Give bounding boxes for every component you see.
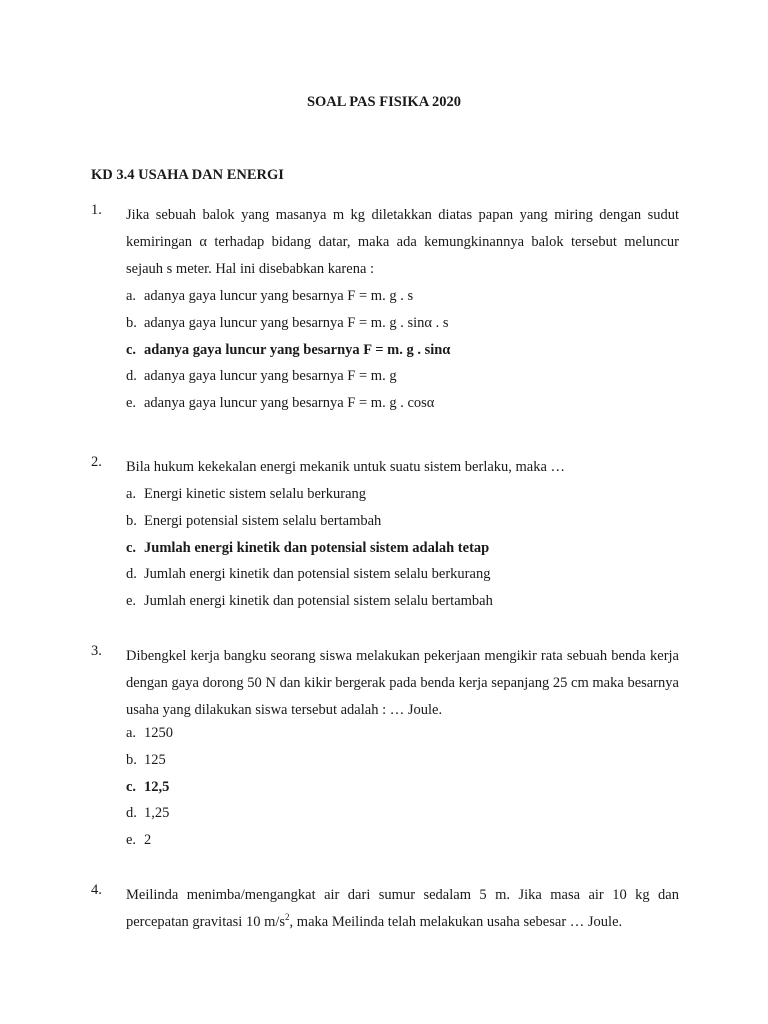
option-letter: c. — [126, 539, 137, 556]
option-letter: e. — [126, 593, 137, 610]
option-letter: a. — [126, 486, 137, 502]
option-text: adanya gaya luncur yang besarnya F = m. g . sinα . s — [144, 314, 449, 331]
option-letter: c. — [126, 341, 137, 358]
option-text: 2 — [144, 832, 152, 849]
option-c-correct — [126, 774, 679, 801]
option-text: Jumlah energi kinetik dan potensial sistem adalah tetap — [144, 539, 490, 556]
option-text: adanya gaya luncur yang besarnya F = m. g . cosα — [144, 395, 435, 412]
option-letter: e. — [126, 395, 137, 412]
option-text: adanya gaya luncur yang besarnya F = m. g — [144, 368, 397, 385]
option-text: 1250 — [144, 725, 173, 741]
option-text: adanya gaya luncur yang besarnya F = m. g . sinα — [144, 341, 451, 358]
question-text: Jika sebuah balok yang masanya m kg diletakkan diatas papan yang miring dengan sudut kemiringan α terhadap bidang datar, maka ada kemungkinannya balok tersebut meluncur sejauh s meter. Hal ini disebabkan karena : — [126, 207, 679, 277]
option-text: 1,25 — [144, 805, 170, 822]
option-text: Energi kinetic sistem selalu berkurang — [144, 486, 367, 502]
superscript-exponent: 2 — [285, 912, 290, 923]
question-text: Dibengkel kerja bangku seorang siswa melakukan pekerjaan mengikir rata sebuah benda kerja dengan gaya dorong 50 N dan kikir bergerak pada benda kerja sepanjang 25 cm maka besarnya usaha yang dilakukan siswa tersebut adalah : … Joule. — [126, 648, 679, 718]
option-text: adanya gaya luncur yang besarnya F = m. g . s — [144, 288, 414, 304]
question-number: 2. — [91, 454, 102, 470]
option-letter: d. — [126, 566, 137, 583]
question-number: 4. — [91, 882, 102, 898]
option-letter: a. — [126, 288, 137, 304]
option-text: Jumlah energi kinetik dan potensial sistem selalu bertambah — [144, 593, 493, 610]
option-letter: e. — [126, 832, 137, 849]
option-letter: c. — [126, 778, 137, 795]
document-title: SOAL PAS FISIKA 2020 — [306, 94, 462, 110]
option-e — [126, 827, 679, 854]
option-text: Energi potensial sistem selalu bertambah — [144, 512, 382, 529]
option-letter: d. — [126, 805, 137, 822]
option-letter: a. — [126, 725, 137, 741]
option-b — [126, 747, 679, 774]
option-letter: b. — [126, 314, 137, 331]
option-text: 125 — [144, 751, 166, 768]
options-list — [126, 481, 679, 615]
question-text-end: , maka Meilinda telah melakukan usaha sebesar … Joule. — [289, 914, 623, 930]
question-text — [126, 882, 679, 936]
option-c-correct — [126, 535, 679, 562]
option-c-correct — [126, 337, 679, 364]
option-d — [126, 363, 679, 390]
option-b — [126, 310, 679, 337]
option-letter: b. — [126, 512, 137, 529]
option-e — [126, 390, 679, 417]
option-a — [126, 283, 679, 310]
option-e — [126, 588, 679, 615]
question-text-main: Meilinda menimba/mengangkat air dari sumur sedalam 5 m. Jika masa air 10 kg dan percepatan gravitasi 10 m/s — [126, 887, 679, 930]
option-a — [126, 481, 679, 508]
question-number: 3. — [91, 643, 102, 659]
option-letter: b. — [126, 751, 137, 768]
option-b — [126, 508, 679, 535]
question-number: 1. — [91, 202, 102, 218]
options-list — [126, 283, 679, 417]
section-heading: KD 3.4 USAHA DAN ENERGI — [91, 167, 284, 183]
option-d — [126, 561, 679, 588]
option-text: Jumlah energi kinetik dan potensial sistem selalu berkurang — [144, 566, 491, 583]
question-text: Bila hukum kekekalan energi mekanik untuk suatu sistem berlaku, maka … — [126, 459, 566, 475]
options-list — [126, 720, 679, 854]
option-d — [126, 800, 679, 827]
option-text: 12,5 — [144, 778, 170, 795]
option-letter: d. — [126, 368, 137, 385]
option-a — [126, 720, 679, 747]
